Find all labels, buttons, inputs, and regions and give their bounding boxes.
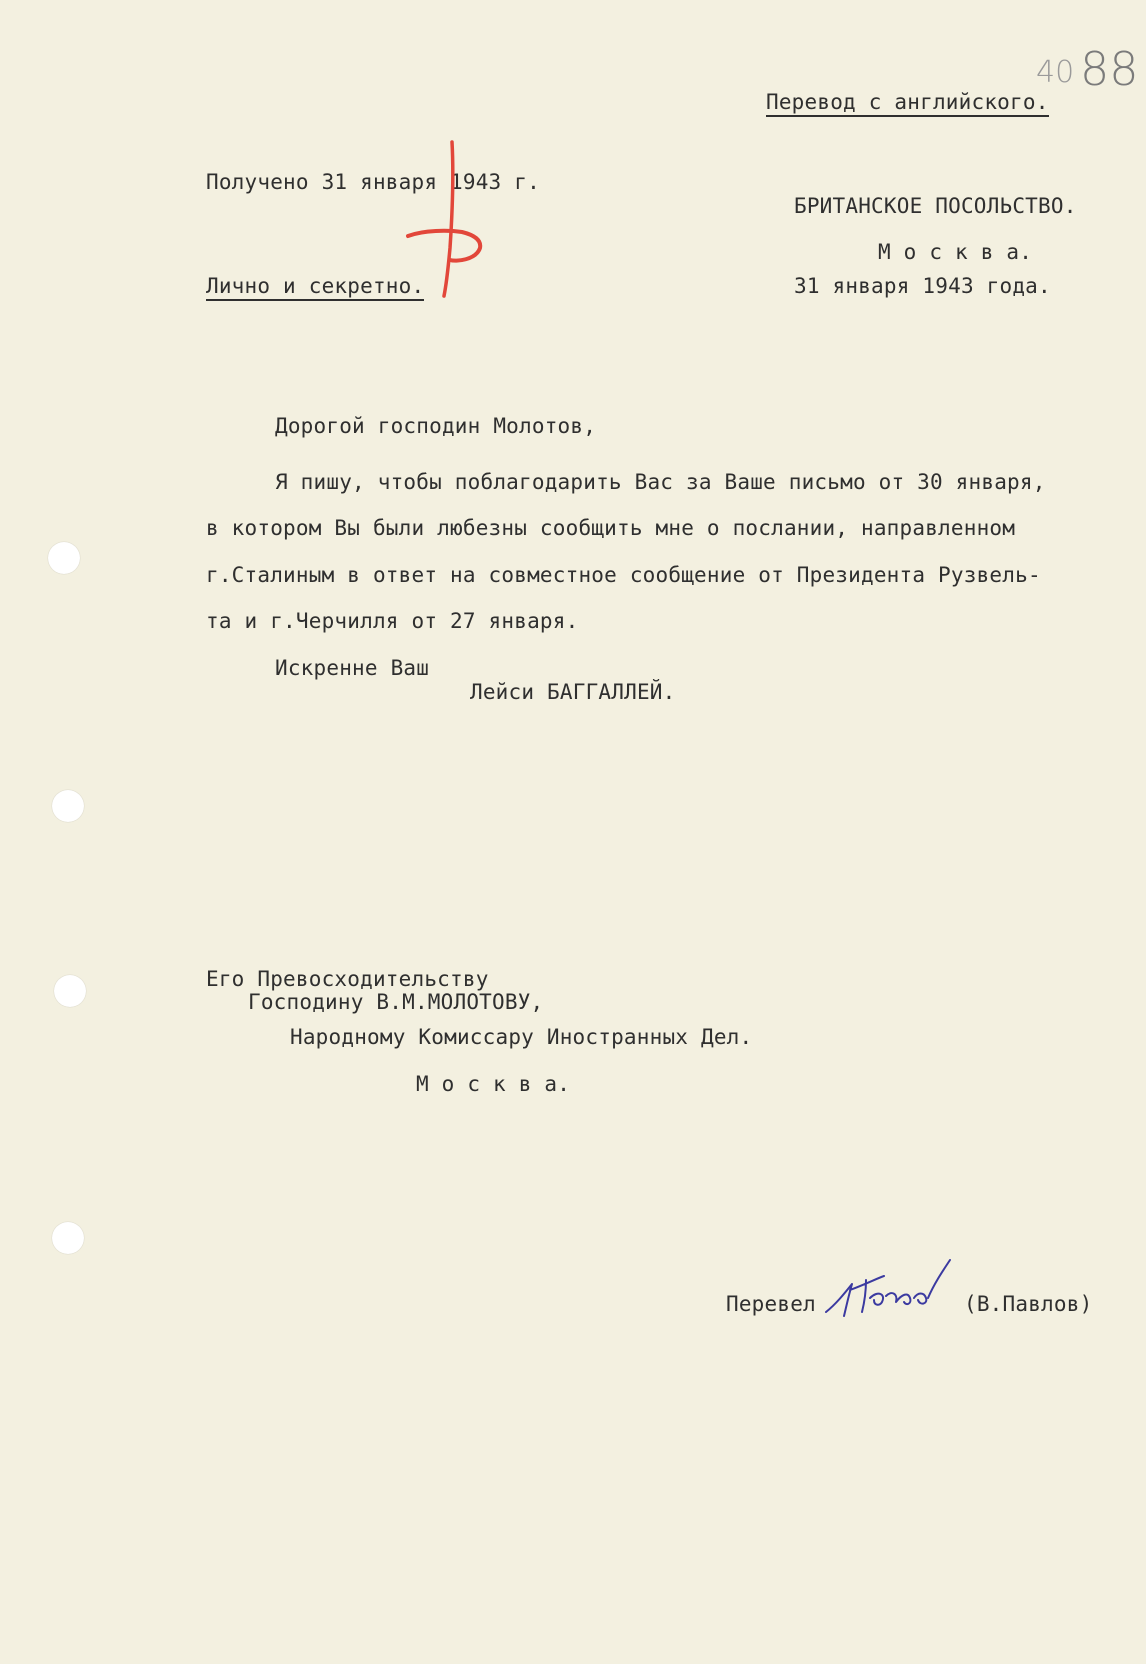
translator-name: (В.Павлов) (964, 1292, 1093, 1316)
archive-old-number: 40 (1036, 55, 1075, 90)
signatory: Лейси БАГГАЛЛЕЙ. (470, 680, 676, 704)
translator-label: Перевел (726, 1292, 816, 1316)
punch-hole (52, 790, 84, 822)
addressee-line: М о с к в а. (416, 1072, 571, 1096)
closing: Искренне Ваш (275, 656, 430, 680)
classification: Лично и секретно. (206, 276, 424, 301)
sender-city: М о с к в а. (878, 240, 1033, 264)
addressee-line: Народному Комиссару Иностранных Дел. (290, 1025, 753, 1049)
body-line: г.Сталиным в ответ на совместное сообщение от Президента Рузвель- (206, 563, 1041, 587)
sender-date: 31 января 1943 года. (794, 274, 1051, 298)
punch-hole (52, 1222, 84, 1254)
translation-note: Перевод с английского. (766, 92, 1049, 117)
body-line: та и г.Черчилля от 27 января. (206, 609, 579, 633)
addressee-line: Господину В.М.МОЛОТОВУ, (248, 990, 544, 1014)
body-line: Я пишу, чтобы поблагодарить Вас за Ваше письмо от 30 января, (275, 470, 1046, 494)
received-date: Получено 31 января 1943 г. (206, 170, 540, 194)
punch-hole (54, 975, 86, 1007)
salutation: Дорогой господин Молотов, (275, 414, 597, 438)
addressee-line: Его Превосходительству (206, 967, 489, 991)
translator-signature (822, 1254, 972, 1324)
body-line: в котором Вы были любезны сообщить мне о послании, направленном (206, 516, 1016, 540)
punch-hole (48, 542, 80, 574)
sender-organization: БРИТАНСКОЕ ПОСОЛЬСТВО. (794, 194, 1077, 218)
archive-page-number: 88 (1080, 42, 1139, 96)
